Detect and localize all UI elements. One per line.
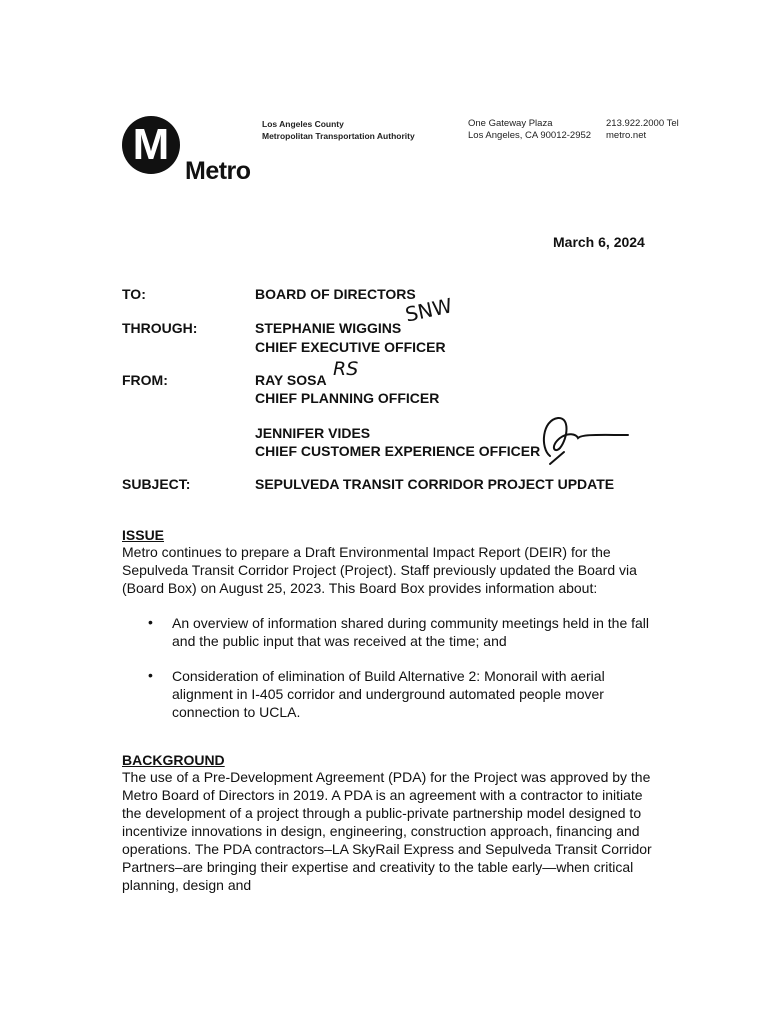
agency-address bbox=[468, 118, 591, 142]
issue-heading: ISSUE bbox=[122, 527, 165, 543]
from-name-2: JENNIFER VIDES bbox=[255, 425, 371, 441]
memo-date: March 6, 2024 bbox=[553, 234, 645, 250]
subject-value: SEPULVEDA TRANSIT CORRIDOR PROJECT UPDATE bbox=[255, 476, 615, 492]
background-text: The use of a Pre-Development Agreement (PDA) for the Project was approved by the Metro Board of Directors in 2019. A PDA is an agreement with a contractor to initiate the development of a project through a public-private partnership model designed to incentivize innovations in design, engineering, construction approach, financing and operations. The PDA contractors–LA SkyRail Express and Sepulveda Transit Corridor Partners–are bringing their expertise and creativity to the table early—when critical planning, design and bbox=[122, 769, 652, 893]
website: metro.net bbox=[606, 130, 647, 141]
from-title-1: CHIEF PLANNING OFFICER bbox=[255, 390, 440, 406]
through-initials-signature: SNW bbox=[403, 293, 455, 327]
from-title-2: CHIEF CUSTOMER EXPERIENCE OFFICER bbox=[255, 443, 541, 459]
to-label: TO: bbox=[122, 286, 146, 302]
from-label: FROM: bbox=[122, 372, 168, 388]
agency-line-2: Metropolitan Transportation Authority bbox=[262, 131, 415, 141]
metro-logo bbox=[122, 116, 180, 174]
bullet-marker: • bbox=[148, 667, 153, 683]
bullet-marker: • bbox=[148, 614, 153, 630]
logo-wordmark: Metro bbox=[185, 157, 251, 185]
through-label: THROUGH: bbox=[122, 320, 198, 336]
issue-bullet-2: Consideration of elimination of Build Alternative 2: Monorail with aerial alignment in I-405 corridor and underground automated people mover connection to UCLA. bbox=[172, 668, 605, 720]
address-line-2: Los Angeles, CA 90012-2952 bbox=[468, 130, 592, 141]
through-name: STEPHANIE WIGGINS bbox=[255, 320, 402, 336]
vides-signature bbox=[520, 408, 632, 468]
agency-contact bbox=[606, 118, 679, 142]
from-name-1: RAY SOSA bbox=[255, 372, 327, 388]
issue-intro: Metro continues to prepare a Draft Environmental Impact Report (DEIR) for the Sepulveda Transit Corridor Project (Project). Staff previously updated the Board via (Board Box) on August 25, 2023. This Board Box provides information about: bbox=[122, 544, 637, 596]
subject-label: SUBJECT: bbox=[122, 476, 191, 492]
from-initials-signature: RS bbox=[333, 358, 359, 380]
phone-number: 213.922.2000 Tel bbox=[606, 118, 679, 129]
background-heading: BACKGROUND bbox=[122, 752, 225, 768]
issue-bullet-1: An overview of information shared during community meetings held in the fall and the public input that was received at the time; and bbox=[172, 615, 650, 649]
to-value: BOARD OF DIRECTORS bbox=[255, 286, 416, 302]
agency-line-1: Los Angeles County bbox=[262, 119, 344, 129]
logo-letter: M bbox=[132, 120, 170, 169]
agency-name bbox=[262, 118, 415, 142]
through-title: CHIEF EXECUTIVE OFFICER bbox=[255, 339, 446, 355]
address-line-1: One Gateway Plaza bbox=[468, 118, 553, 129]
